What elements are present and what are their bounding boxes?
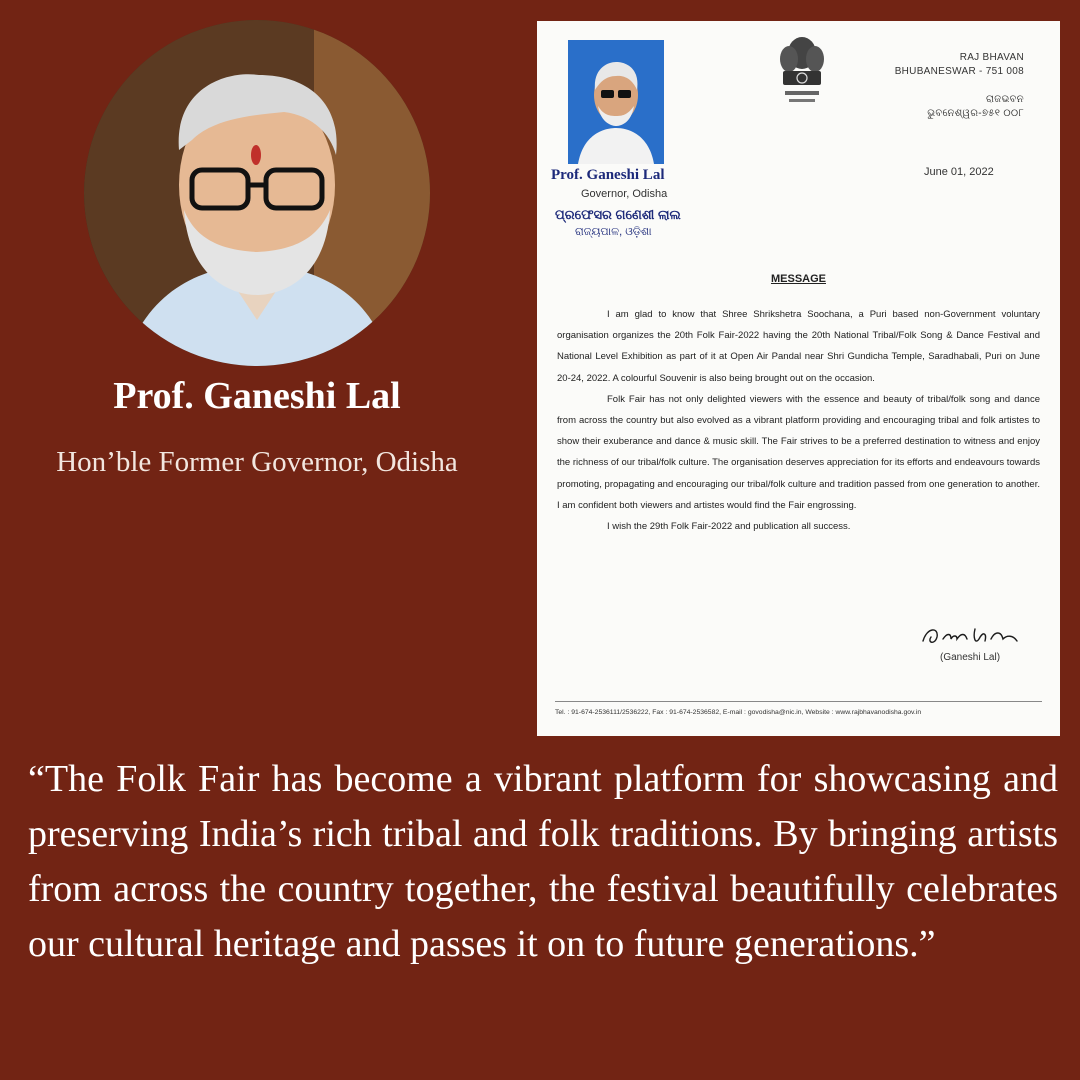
letter-sender-name: Prof. Ganeshi Lal bbox=[551, 167, 665, 183]
address-odia-1: ରାଜଭବନ bbox=[986, 94, 1024, 105]
letter-paragraph: I wish the 29th Folk Fair-2022 and publication all success. bbox=[607, 521, 851, 533]
speaker-name: Prof. Ganeshi Lal bbox=[113, 375, 401, 417]
speaker-role: Hon’ble Former Governor, Odisha bbox=[56, 446, 458, 478]
signature-icon bbox=[917, 621, 1027, 651]
address-line-1: RAJ BHAVAN bbox=[959, 52, 1024, 63]
letter-body bbox=[557, 304, 1040, 537]
letter-signatory: (Ganeshi Lal) bbox=[940, 652, 1001, 663]
letter-sender-title: Governor, Odisha bbox=[581, 188, 668, 200]
speaker-portrait bbox=[84, 20, 430, 366]
message-letter bbox=[537, 21, 1060, 736]
letter-paragraph: Folk Fair has not only delighted viewers with the essence and beauty of tribal/folk song and dance from across the country but also evolved as a vibrant platform providing and encouraging tribal and folk artistes to show their exuberance and dance & music skill. The Fair strives to be a preferred destination to witness and enjoy the richness of our tribal/folk culture. The organisation deserves appreciation for its efforts and endeavours towards promoting, propagating and encouraging our tribal/folk culture and tradition passed from one generation to another. I am confident both viewers and artistes would find the Fair engrossing. bbox=[557, 393, 1040, 511]
letter-heading: MESSAGE bbox=[770, 273, 826, 285]
national-emblem-icon bbox=[775, 33, 829, 111]
letter-sender-title-odia: ରାଜ୍ୟପାଳ, ଓଡ଼ିଶା bbox=[575, 226, 652, 238]
address-odia-2: ଭୁବନେଶ୍ୱର-୭୫୧ ୦୦୮ bbox=[927, 108, 1024, 119]
letter-footer: Tel. : 91-674-2536111/2536222, Fax : 91-674-2536582, E-mail : govodisha@nic.in, Website : www.rajbhavanodisha.gov.in bbox=[555, 701, 1042, 716]
letter-photo bbox=[568, 40, 664, 164]
address-line-2: BHUBANESWAR - 751 008 bbox=[894, 66, 1024, 77]
letter-sender-name-odia: ପ୍ରଫେସର ଗଣେଶୀ ଲାଲ bbox=[555, 207, 681, 222]
letter-photo-illustration bbox=[568, 40, 664, 164]
letter-address bbox=[895, 51, 1024, 121]
testimonial-quote: “The Folk Fair has become a vibrant platform for showcasing and preserving India’s rich tribal and folk traditions. By bringing artists from across the country together, the festival beautifully celebrates our cultural heritage and passes it on to future generations.” bbox=[28, 758, 1058, 965]
letter-date: June 01, 2022 bbox=[924, 166, 994, 178]
portrait-illustration bbox=[84, 20, 430, 366]
letter-paragraph: I am glad to know that Shree Shrikshetra Soochana, a Puri based non-Government voluntary organisation organizes the 20th Folk Fair-2022 having the 20th National Tribal/Folk Song & Dance Festival and National Level Exhibition as part of it at Open Air Pandal near Shri Gundicha Temple, Saradhabali, Puri on June 20-24, 2022. A colourful Souvenir is also being brought out on the occasion. bbox=[557, 309, 1040, 384]
